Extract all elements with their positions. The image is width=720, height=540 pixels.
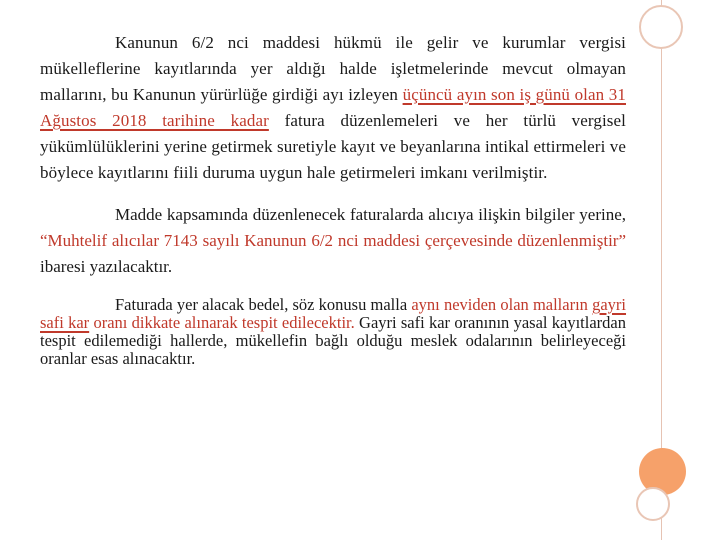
paragraph-3-text-after: Gayri safi kar oranının yasal kayıtlardan tespit edilemediği hallerde, mükellefin bağlı olduğu meslek odalarının belirleyeceği oranlar esas alınacaktır. (40, 313, 626, 368)
paragraph-3-text-before: Faturada yer alacak bedel, söz konusu malla (115, 295, 412, 314)
paragraph-2 (40, 202, 626, 280)
paragraph-1-text-before: Kanunun 6/2 nci maddesi hükmü ile gelir ve kurumlar vergisi mükelleflerine kayıtlarında yer aldığı halde işletmelerinde mevcut olmayan mallarını, bu Kanunun yürürlüğe girdiği ayı izleyen (40, 33, 626, 104)
paragraph-3-red-text-2: oranı dikkate alınarak tespit edilecektir. (89, 313, 355, 332)
paragraph-3-red-text-1: aynı neviden olan malların (411, 295, 593, 314)
paragraph-1-text-after: fatura düzenlemeleri ve her türlü vergisel yükümlülüklerini yerine getirmek suretiyle kayıt ve beyanlarına intikal ettirmeleri ve böylece kayıtlarını fiili duruma uygun hale getirmeleri imkanı verilmiştir. (40, 111, 626, 182)
paragraph-2-quote: “Muhtelif alıcılar 7143 sayılı Kanunun 6/2 nci maddesi çerçevesinde düzenlenmiştir” (40, 231, 626, 250)
slide-body (40, 30, 626, 368)
paragraph-2-text-before: Madde kapsamında düzenlenecek faturalarda alıcıya ilişkin bilgiler yerine, (115, 205, 626, 224)
paragraph-3-underlined: gayri safi kar (40, 295, 627, 332)
decorative-circle-bottom (636, 487, 670, 521)
paragraph-1-underlined-date: üçüncü ayın son iş günü olan 31 Ağustos 2018 tarihine kadar (40, 85, 626, 130)
paragraph-1 (40, 30, 626, 186)
paragraph-2-text-after: ibaresi yazılacaktır. (40, 257, 173, 276)
decorative-circle-top (639, 5, 683, 49)
paragraph-3 (40, 296, 626, 368)
